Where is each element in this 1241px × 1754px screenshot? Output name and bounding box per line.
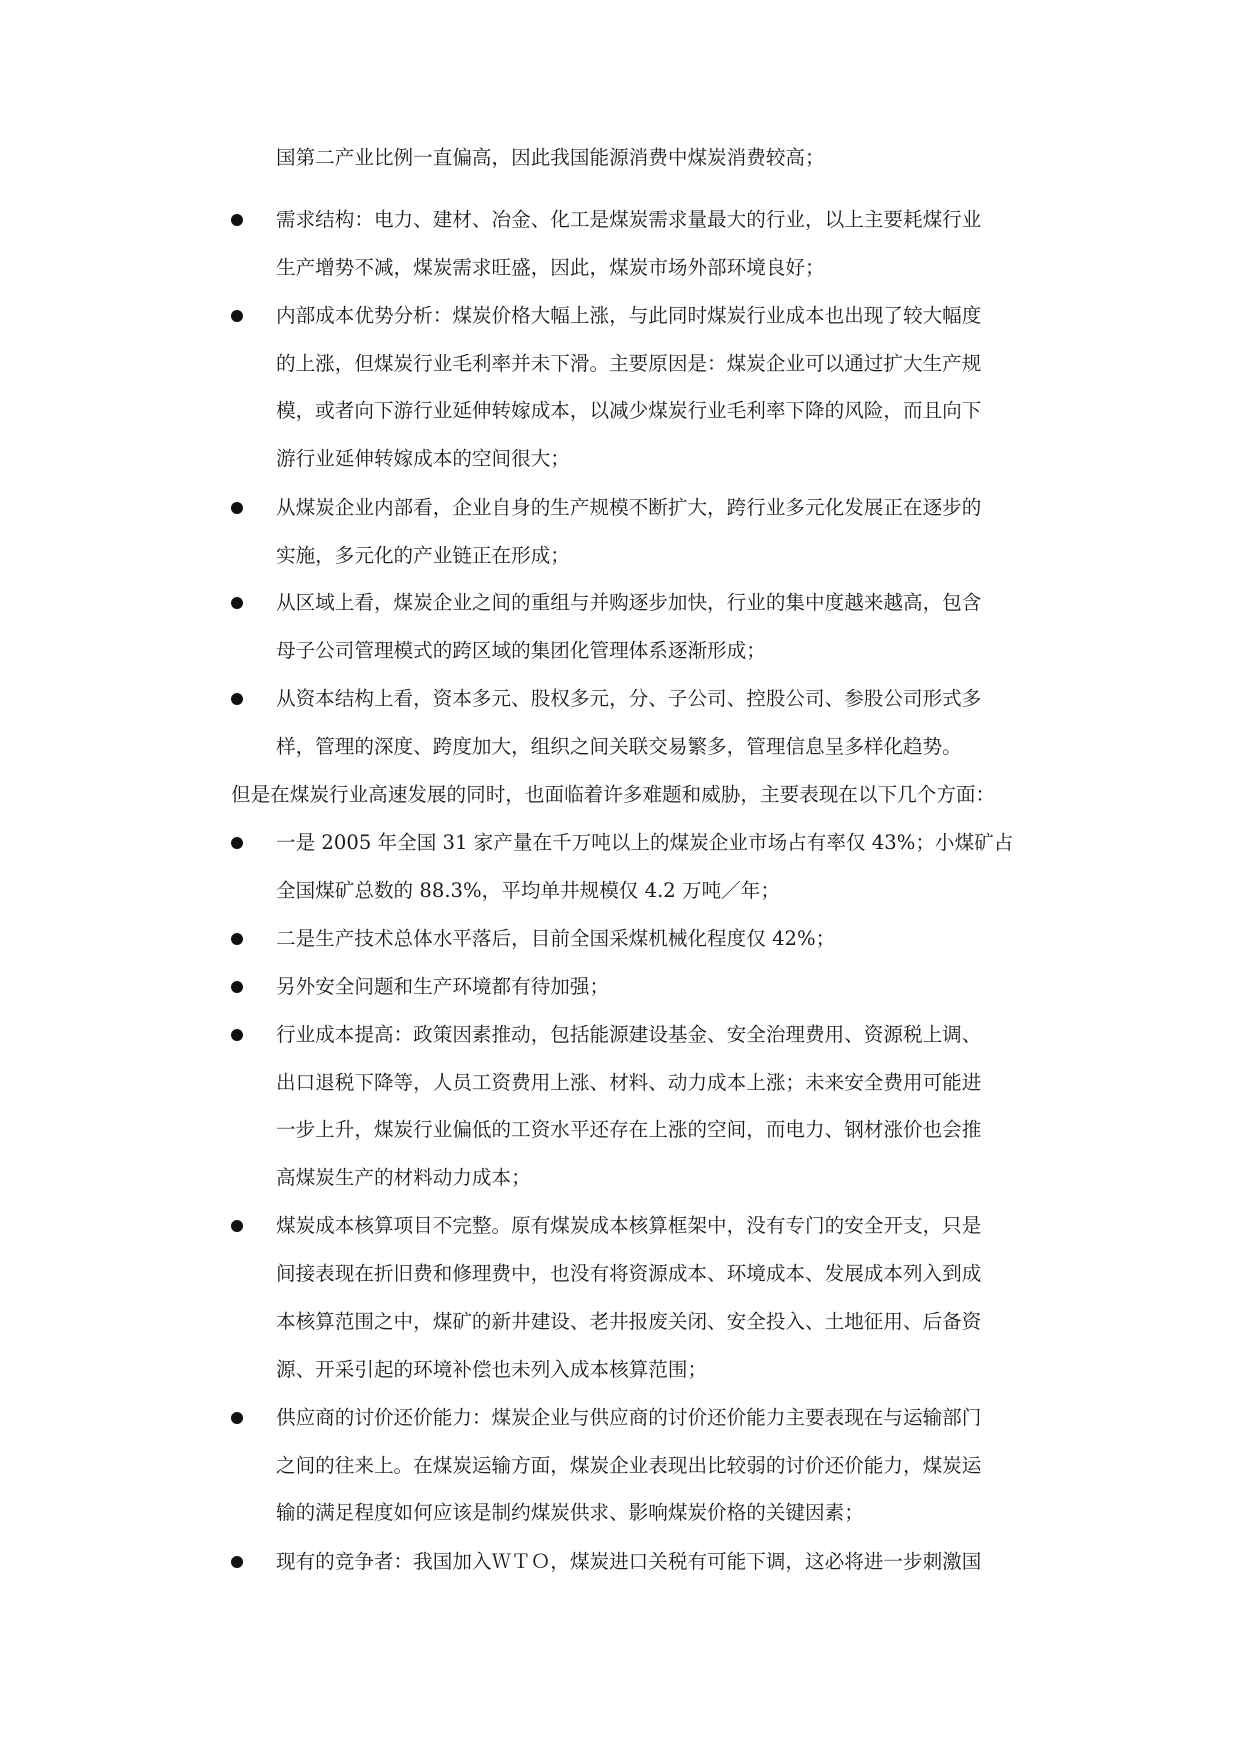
paragraph-text: 但是在煤炭行业高速发展的同时，也面临着许多难题和威胁，主要表现在以下几个方面： — [231, 783, 996, 806]
bullet-dot-icon — [231, 933, 243, 945]
bullet-text: 从区域上看，煤炭企业之间的重组与并购逐步加快，行业的集中度越来越高，包含 — [276, 591, 982, 614]
bullet-dot-icon — [231, 597, 243, 609]
bullet-text: 从煤炭企业内部看，企业自身的生产规模不断扩大，跨行业多元化发展正在逐步的 — [276, 496, 982, 519]
bullet-dot-icon — [231, 1220, 243, 1232]
bullet-dot-icon — [231, 693, 243, 705]
bullet-text: 煤炭成本核算项目不完整。原有煤炭成本核算框架中，没有专门的安全开支，只是 — [276, 1214, 982, 1237]
bullet-text: 内部成本优势分析：煤炭价格大幅上涨，与此同时煤炭行业成本也出现了较大幅度 — [276, 304, 982, 327]
bullet-text: 母子公司管理模式的跨区域的集团化管理体系逐渐形成； — [276, 639, 766, 662]
bullet-dot-icon — [231, 1412, 243, 1424]
bullet-text: 另外安全问题和生产环境都有待加强； — [276, 975, 610, 998]
bullet-dot-icon — [231, 214, 243, 226]
bullet-text: 全国煤矿总数的 88.3%，平均单井规模仅 4.2 万吨／年； — [276, 879, 780, 902]
continuation-text: 国第二产业比例一直偏高，因此我国能源消费中煤炭消费较高； — [276, 146, 825, 169]
bullet-dot-icon — [231, 310, 243, 322]
bullet-text: 游行业延伸转嫁成本的空间很大； — [276, 447, 570, 470]
bullet-text: 二是生产技术总体水平落后，目前全国采煤机械化程度仅 42%； — [276, 927, 836, 950]
bullet-dot-icon — [231, 1029, 243, 1041]
bullet-dot-icon — [231, 1556, 243, 1568]
bullet-text: 源、开采引起的环境补偿也未列入成本核算范围； — [276, 1358, 708, 1381]
bullet-text: 样，管理的深度、跨度加大，组织之间关联交易繁多，管理信息呈多样化趋势。 — [276, 735, 962, 758]
bullet-text: 一是 2005 年全国 31 家产量在千万吨以上的煤炭企业市场占有率仅 43%；小煤矿占 — [276, 831, 1014, 854]
bullet-text: 实施，多元化的产业链正在形成； — [276, 544, 570, 567]
bullet-text: 出口退税下降等，人员工资费用上涨、材料、动力成本上涨；未来安全费用可能进 — [276, 1071, 982, 1094]
bullet-text: 输的满足程度如何应该是制约煤炭供求、影响煤炭价格的关键因素； — [276, 1501, 864, 1524]
bullet-text: 模，或者向下游行业延伸转嫁成本，以减少煤炭行业毛利率下降的风险，而且向下 — [276, 399, 982, 422]
bullet-text: 一步上升，煤炭行业偏低的工资水平还存在上涨的空间，而电力、钢材涨价也会推 — [276, 1118, 982, 1141]
bullet-text: 高煤炭生产的材料动力成本； — [276, 1166, 531, 1189]
bullet-dot-icon — [231, 837, 243, 849]
bullet-text: 供应商的讨价还价能力：煤炭企业与供应商的讨价还价能力主要表现在与运输部门 — [276, 1406, 982, 1429]
bullet-text: 现有的竞争者：我国加入ＷＴＯ，煤炭进口关税有可能下调，这必将进一步刺激国 — [276, 1550, 982, 1573]
bullet-text: 间接表现在折旧费和修理费中，也没有将资源成本、环境成本、发展成本列入到成 — [276, 1262, 982, 1285]
bullet-dot-icon — [231, 981, 243, 993]
bullet-dot-icon — [231, 502, 243, 514]
bullet-text: 的上涨，但煤炭行业毛利率并未下滑。主要原因是：煤炭企业可以通过扩大生产规 — [276, 352, 982, 375]
bullet-text: 需求结构：电力、建材、冶金、化工是煤炭需求量最大的行业，以上主要耗煤行业 — [276, 208, 982, 231]
bullet-text: 从资本结构上看，资本多元、股权多元，分、子公司、控股公司、参股公司形式多 — [276, 687, 982, 710]
bullet-text: 行业成本提高：政策因素推动，包括能源建设基金、安全治理费用、资源税上调、 — [276, 1023, 982, 1046]
bullet-text: 之间的往来上。在煤炭运输方面，煤炭企业表现出比较弱的讨价还价能力，煤炭运 — [276, 1454, 982, 1477]
bullet-text: 生产增势不减，煤炭需求旺盛，因此，煤炭市场外部环境良好； — [276, 256, 825, 279]
bullet-text: 本核算范围之中，煤矿的新井建设、老井报废关闭、安全投入、土地征用、后备资 — [276, 1310, 982, 1333]
